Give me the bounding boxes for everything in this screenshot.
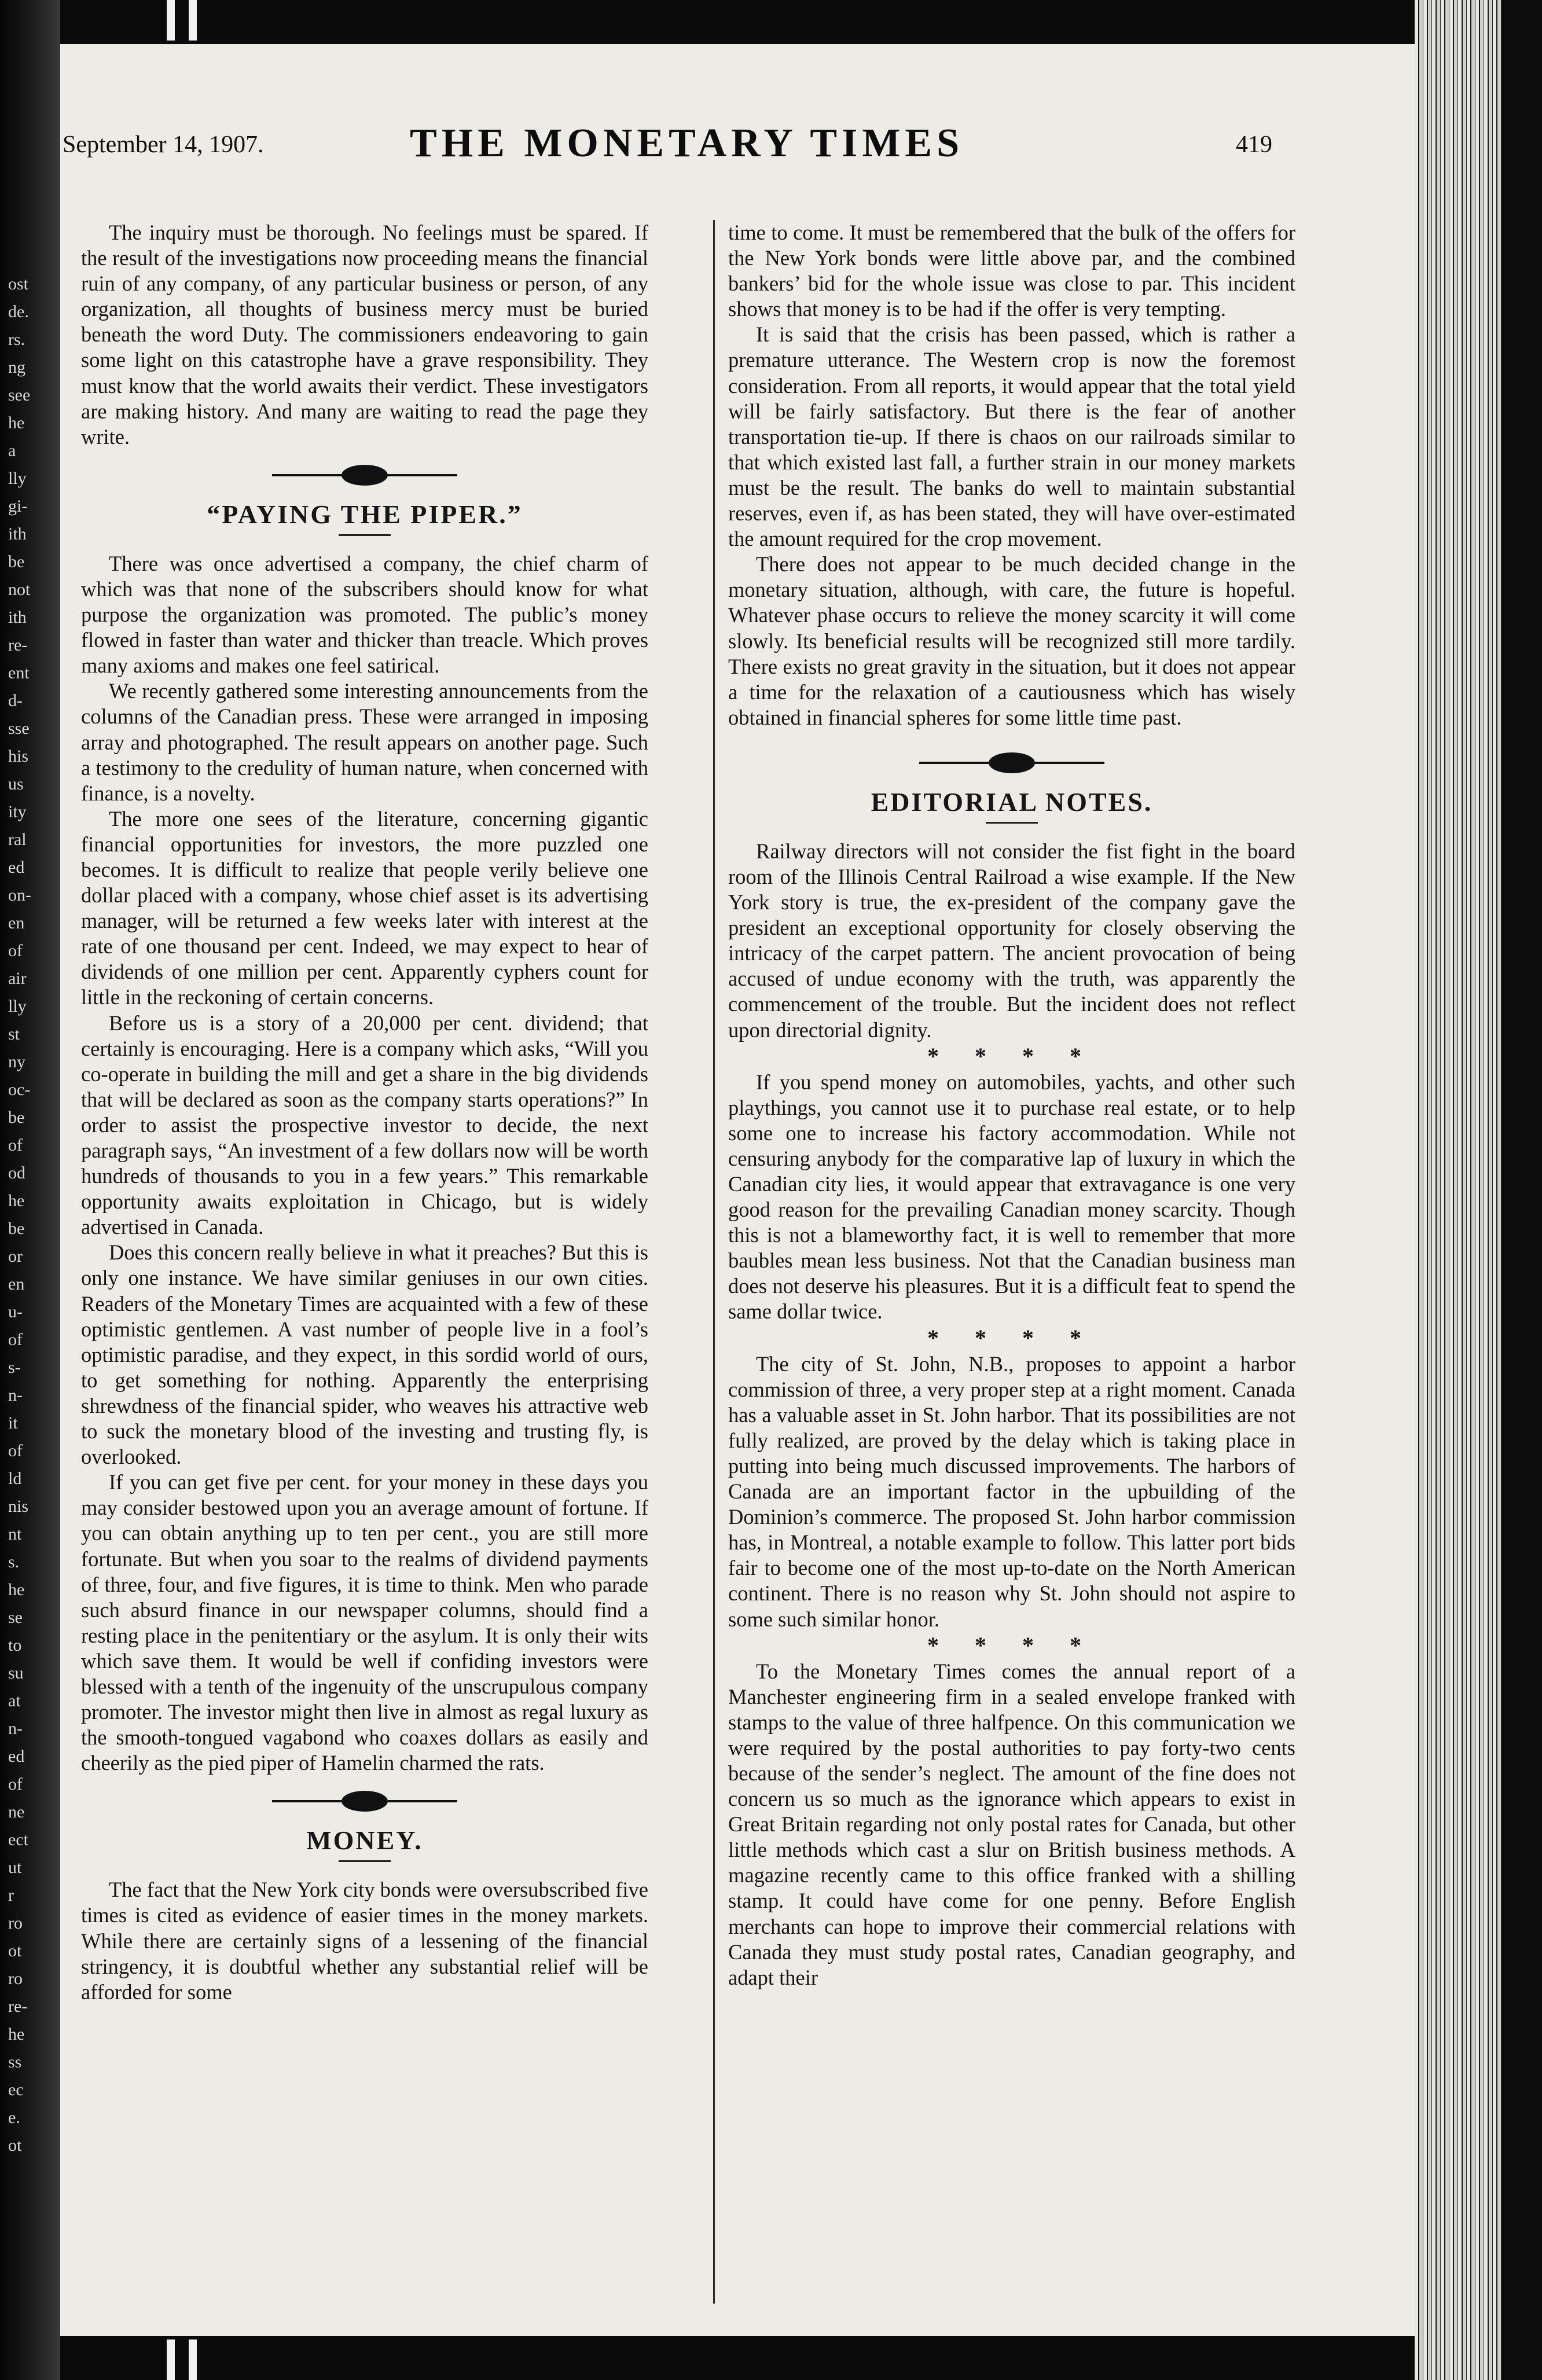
margin-text-fragment: ld	[8, 1469, 22, 1488]
margin-text-fragment: air	[8, 969, 27, 988]
article-paragraph: We recently gathered some interesting announcements from the columns of the Canadian press. These were arranged in imposing array and photographed. The result appears on another page. Such a testimony to the credulity of human nature, when concerned with finance, is a novelty.	[81, 679, 648, 805]
margin-text-fragment: see	[8, 385, 31, 405]
margin-text-fragment: us	[8, 774, 24, 794]
article-paragraph: The fact that the New York city bonds were oversubscribed five times is cited as evidence of easier times in the money markets. While there are certainly signs of a lessening of the financial stringency, it is doubtful whether any substantial relief will be afforded for some	[81, 1878, 648, 2004]
margin-text-fragment: ot	[8, 2136, 22, 2155]
margin-text-fragment: ng	[8, 358, 25, 377]
section-separator-stars: * * * *	[927, 1632, 1096, 1658]
margin-text-fragment: st	[8, 1024, 20, 1044]
title-rule	[339, 534, 391, 536]
article-paragraph: If you spend money on automobiles, yachts, and other such playthings, you cannot use it to purchase real estate, or to help some one to increase his factory accommodation. While not censuring anybody for the comparative lap of luxury in which the Canadian city lies, it would appear that extravagance is one very good reason for the prevailing Canadian money scarcity. Though this is not a blameworthy fact, it is well to remember that more baubles mean less business. Not that the Canadian business man does not deserve his pleasures. But it is a difficult feat to spend the same dollar twice.	[728, 1070, 1295, 1324]
margin-text-fragment: en	[8, 1275, 25, 1294]
issue-date: September 14, 1907.	[63, 131, 264, 158]
page-header	[63, 105, 1307, 175]
margin-text-fragment: be	[8, 1219, 25, 1238]
margin-text-fragment: ec	[8, 2080, 24, 2099]
film-notch	[167, 0, 175, 41]
title-rule	[986, 822, 1038, 824]
article-paragraph: There was once advertised a company, the chief charm of which was that none of the subscribers should know for what purpose the organization was promoted. The public’s money flowed in faster than water and thicker than treacle. Which proves many axioms and makes one feel satirical.	[81, 551, 648, 678]
margin-text-fragment: be	[8, 552, 25, 571]
margin-text-fragment: ity	[8, 802, 27, 821]
margin-text-fragment: ith	[8, 524, 27, 543]
margin-text-fragment: ed	[8, 858, 25, 877]
masthead-title: THE MONETARY TIMES	[410, 121, 964, 166]
margin-text-fragment: lly	[8, 469, 27, 488]
film-notch	[189, 0, 197, 41]
margin-text-fragment: u-	[8, 1302, 23, 1321]
margin-text-fragment: od	[8, 1163, 25, 1182]
section-ornament	[81, 460, 648, 489]
article-paragraph: The more one sees of the literature, concerning gigantic financial opportunities for investors, the more puzzled one becomes. It is difficult to realize that people verily believe one dollar placed with a company, whose chief asset is its advertising manager, will be returned a few weeks later with interest at the rate of one thousand per cent. Indeed, we may expect to hear of dividends of one million per cent. Apparently cyphers count for little in the reckoning of certain concerns.	[81, 806, 648, 1009]
margin-text-fragment: de.	[8, 302, 29, 321]
margin-text-fragment: re-	[8, 636, 28, 655]
article-paragraph: Does this concern really believe in what it preaches? But this is only one instance. We have similar geniuses in our own cities. Readers of the Monetary Times are acquainted with a few of these optimistic gentlemen. A vast number of people live in a fool’s optimistic paradise, and they expect, in this sordid world of ours, to get something for nothing. Apparently the enterprising shrewdness of the financial spider, who weaves his attractive web to suck the monetary blood of the investing and trusting fly, is overlooked.	[81, 1240, 648, 1469]
article-paragraph: There does not appear to be much decided change in the monetary situation, although, with care, the future is hopeful. Whatever phase occurs to relieve the money scarcity it will come slowly. Its beneficial results will be recognized still more tardily. There exists no great gravity in the situation, but it does not appear a time for the relaxation of a cautiousness which has wisely obtained in financial spheres for some little time past.	[728, 552, 1295, 729]
article-paragraph: Before us is a story of a 20,000 per cent. dividend; that certainly is encouraging. Here is a company which asks, “Will you co-operate in building the mill and get a share in the big dividends that will be declared as soon as the company starts operations?” In order to assist the prospective investor to decide, the next paragraph says, “An investment of a few dollars now will be worth hundreds of thousands to you in a few years.” This remarkable opportunity awaits exploitation in Chicago, but is widely advertised in Canada.	[81, 1011, 648, 1239]
article-paragraph: To the Monetary Times comes the annual report of a Manchester engineering firm in a sealed envelope franked with stamps to the value of three halfpence. On this communication we were required by the postal authorities to pay forty-two cents because of the sender’s neglect. The amount of the fine does not concern us so much as the ignorance which appears to exist in Great Britain regarding not only postal rates for Canada, but other little methods which cast a slur on British business methods. A magazine recently came to this office franked with a shilling stamp. It could have come for one penny. Before English merchants can hope to improve their commercial relations with Canada they must study postal rates, Canadian geography, and adapt their	[728, 1659, 1295, 1989]
margin-text-fragment: or	[8, 1247, 23, 1266]
column-divider	[713, 220, 715, 2304]
margin-text-fragment: not	[8, 580, 31, 599]
margin-text-fragment: his	[8, 747, 29, 766]
margin-text-fragment: he	[8, 413, 25, 432]
section-ornament	[81, 1786, 648, 1815]
margin-text-fragment: rs.	[8, 330, 25, 349]
margin-text-fragment: he	[8, 1580, 25, 1599]
margin-text-fragment: to	[8, 1636, 22, 1655]
margin-text-fragment: at	[8, 1691, 21, 1710]
article-title-paying-the-piper: “PAYING THE PIPER.”	[207, 499, 523, 529]
margin-text-fragment: e.	[8, 2108, 20, 2127]
article-title-editorial-notes: EDITORIAL NOTES.	[871, 787, 1153, 817]
article-paragraph: The inquiry must be thorough. No feelings must be spared. If the result of the investigations now proceeding means the financial ruin of any company, of any particular business or person, of any organization, all thoughts of business mercy must be buried beneath the word Duty. The commissioners endeavoring to gain some light on this catastrophe have a grave responsibility. They must know that the world awaits their verdict. These investigators are making history. And many are waiting to read the page they write.	[81, 221, 648, 449]
margin-text-fragment: ent	[8, 663, 30, 682]
article-title-money: MONEY.	[306, 1826, 423, 1856]
margin-text-fragment: he	[8, 2025, 25, 2044]
article-paragraph: It is said that the crisis has been passed, which is rather a premature utterance. The Western crop is now the foremost consideration. From all reports, it would appear that the total yield will be fairly satisfactory. But there is the fear of another transportation tie-up. If there is chaos on our railroads similar to that which existed last fall, a further strain in our money markets must be the result. The banks do well to maintain substantial reserves, even if, as has been stated, they will have over-estimated the amount required for the crop movement.	[728, 322, 1295, 551]
margin-text-fragment: s-	[8, 1358, 21, 1377]
margin-text-fragment: ro	[8, 1969, 23, 1988]
margin-text-fragment: n-	[8, 1386, 23, 1405]
margin-text-fragment: ith	[8, 608, 27, 627]
margin-text-fragment: ny	[8, 1052, 25, 1071]
article-paragraph: Railway directors will not consider the fist fight in the board room of the Illinois Central Railroad a wise example. If the New York story is true, the ex-president of the company gave the president an exceptional opportunity for closely observing the intricacy of the carpet pattern. The ancient provocation of being accused of undue economy with the truth, was apparently the commencement of the trouble. But the incident does not reflect upon directorial dignity.	[728, 839, 1295, 1042]
margin-text-fragment: ro	[8, 1913, 23, 1933]
margin-text-fragment: se	[8, 1608, 23, 1627]
page-stack-edge	[1415, 0, 1542, 2380]
left-column	[81, 220, 648, 2005]
section-separator-stars: * * * *	[927, 1042, 1096, 1069]
margin-text-fragment: be	[8, 1108, 25, 1127]
title-rule	[339, 1860, 391, 1862]
margin-text-fragment: of	[8, 1330, 23, 1349]
margin-text-fragment: d-	[8, 691, 23, 710]
margin-text-fragment: ot	[8, 1941, 22, 1960]
margin-text-fragment: gi-	[8, 497, 28, 516]
margin-text-fragment: nt	[8, 1525, 22, 1544]
margin-text-fragment: su	[8, 1663, 24, 1683]
margin-text-fragment: of	[8, 1441, 23, 1460]
film-notch	[189, 2339, 197, 2380]
article-paragraph: time to come. It must be remembered that the bulk of the offers for the New York bonds were little above par, and the combined bankers’ bid for the whole issue was close to par. This incident shows that money is to be had if the offer is very tempting.	[728, 221, 1295, 321]
margin-text-fragment: r	[8, 1886, 14, 1905]
margin-text-fragment: ne	[8, 1802, 25, 1821]
margin-text-fragment: nis	[8, 1497, 29, 1516]
margin-text-fragment: he	[8, 1191, 25, 1210]
margin-text-fragment: ect	[8, 1830, 28, 1849]
margin-text-fragment: of	[8, 1136, 23, 1155]
margin-text-fragment: ost	[8, 274, 29, 293]
margin-text-fragment: n-	[8, 1719, 23, 1738]
margin-text-fragment: it	[8, 1413, 18, 1433]
margin-text-fragment: s.	[8, 1552, 20, 1571]
margin-text-fragment: oc-	[8, 1080, 31, 1099]
margin-text-fragment: ed	[8, 1747, 25, 1766]
margin-text-fragment: of	[8, 941, 23, 960]
margin-text-fragment: a	[8, 441, 16, 460]
page-number: 419	[1236, 131, 1272, 158]
binding-edge	[0, 0, 60, 2380]
article-paragraph: The city of St. John, N.B., proposes to appoint a harbor commission of three, a very proper step at a right moment. Canada has a valuable asset in St. John harbor. That its possibilities are not fully realized, are proved by the delay which is taking place in putting into being much discussed improvements. The harbors of Canada are an important factor in the upbuilding of the Dominion’s commerce. The proposed St. John harbor commission has, in Montreal, a notable example to follow. This latter port bids fair to become one of the most up-to-date on the North American continent. There is no reason why St. John should not aspire to some such similar honor.	[728, 1351, 1295, 1631]
margin-text-fragment: lly	[8, 997, 27, 1016]
margin-text-fragment: on-	[8, 886, 31, 905]
margin-text-fragment: ut	[8, 1858, 22, 1877]
margin-text-fragment: of	[8, 1775, 23, 1794]
margin-text-fragment: ral	[8, 830, 27, 849]
film-notch	[167, 2339, 175, 2380]
article-paragraph: If you can get five per cent. for your money in these days you may consider bestowed upon you an average amount of fortune. If you can obtain anything up to ten per cent., you are still more fortunate. But when you soar to the realms of dividend payments of three, four, and five figures, it is time to think. Men who parade such absurd finance in our newspaper columns, should find a resting place in the penitentiary or the asylum. It is only their wits which save them. It would be well if confiding investors were blessed with a tenth of the ingenuity of the unscrupulous company promoter. The investor might then live in almost as regal luxury as the smooth-tongued vagabond who coaxes dollars as easily and cheerily as the pied piper of Hamelin charmed the rats.	[81, 1470, 648, 1775]
margin-text-fragment: re-	[8, 1997, 28, 2016]
section-ornament	[728, 748, 1295, 777]
margin-text-fragment: sse	[8, 719, 30, 738]
margin-text-fragment: en	[8, 913, 25, 932]
right-column	[728, 220, 1295, 1990]
section-separator-stars: * * * *	[927, 1324, 1096, 1351]
margin-text-fragment: ss	[8, 2052, 22, 2072]
